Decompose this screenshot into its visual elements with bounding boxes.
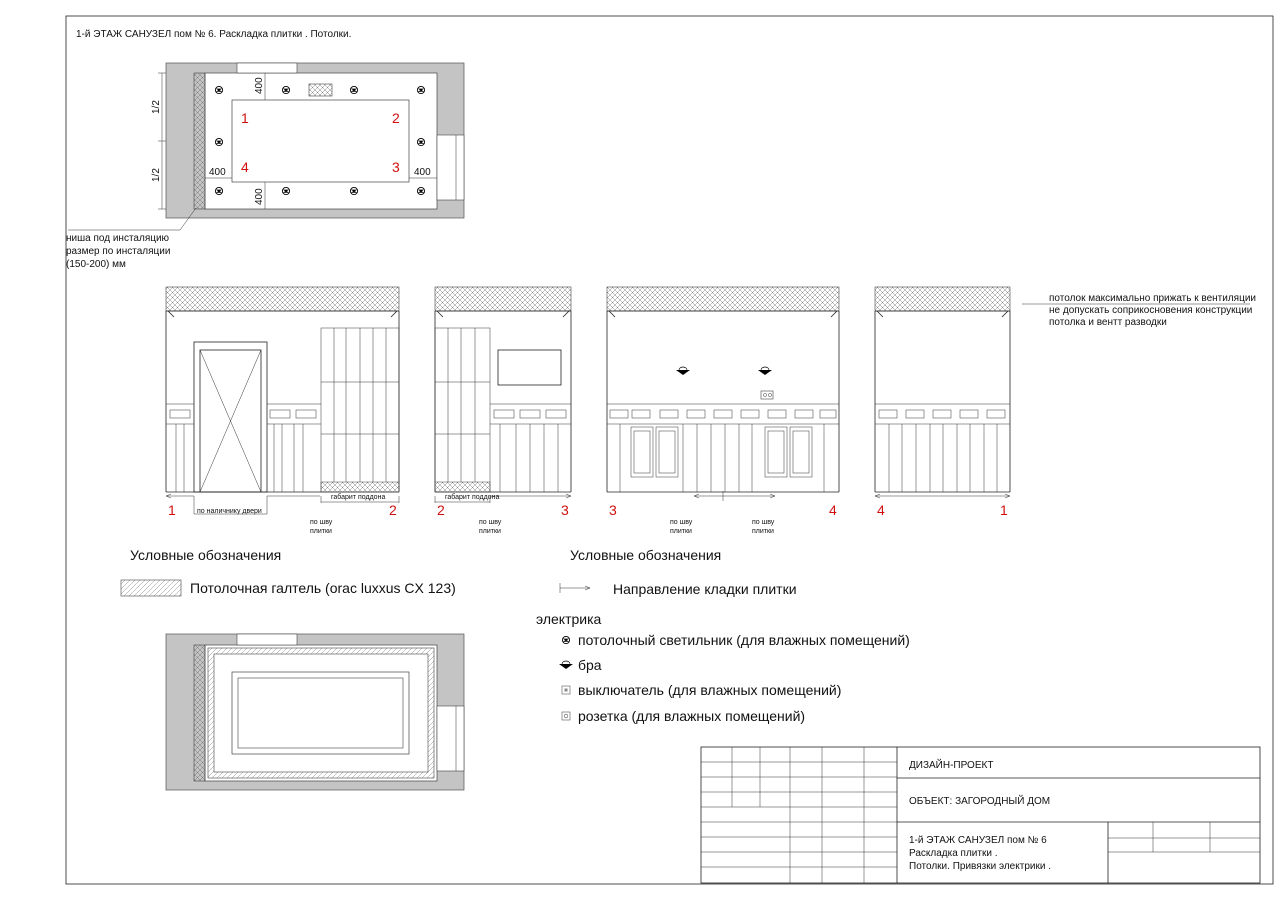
niche-note-line-2: размер по инсталяции <box>66 246 171 257</box>
legend-left-heading: Условные обозначения <box>130 547 282 563</box>
e12-left-num: 1 <box>168 502 176 518</box>
legend-item-ceiling-light: потолочный светильник (для влажных помещений) <box>578 632 910 648</box>
tb-project: ДИЗАЙН-ПРОЕКТ <box>909 760 994 771</box>
ceiling-light-icon <box>417 138 424 145</box>
switch-socket-block <box>761 391 773 399</box>
e23-tray-label: габарит поддона <box>445 494 500 501</box>
legend-item-switch: выключатель (для влажных помещений) <box>578 682 842 698</box>
ceiling-light-icon <box>350 86 357 93</box>
ceiling-light-icon <box>562 636 569 643</box>
e41-left-num: 4 <box>877 502 885 518</box>
e12-seam-label-1: по шву <box>310 519 333 526</box>
elevation-1-2 <box>166 287 399 535</box>
ceiling-plan <box>66 63 464 270</box>
legend-item-socket: розетка (для влажных помещений) <box>578 708 806 724</box>
corner-2: 2 <box>392 110 400 126</box>
legend-electric-heading: электрика <box>536 611 602 627</box>
vent-grille <box>309 84 332 96</box>
legend-item-sconce: бра <box>578 657 602 673</box>
tb-desc-2: Раскладка плитки . <box>909 848 998 859</box>
cornice-swatch <box>121 580 181 596</box>
e23-seam-label-1: по шву <box>479 519 502 526</box>
corner-3: 3 <box>392 159 400 175</box>
dim-top: 400 <box>254 77 265 94</box>
e12-right-num: 2 <box>389 502 397 518</box>
ceiling-plan-lower <box>166 634 464 790</box>
dim-half-top: 1/2 <box>151 100 162 114</box>
e23-seam-label-2: плитки <box>479 528 501 535</box>
tb-desc-3: Потолки. Привязки электрики . <box>909 861 1051 872</box>
e34-left-num: 3 <box>609 502 617 518</box>
sconce-icon <box>559 661 573 669</box>
niche-note-line-1: ниша под инсталяцию <box>66 233 170 244</box>
title-block <box>701 747 1260 883</box>
legend-left <box>121 547 456 596</box>
dim-left: 400 <box>209 167 226 178</box>
e34-seam-b-1: по шву <box>752 519 775 526</box>
e12-seam-label-2: плитки <box>310 528 332 535</box>
e34-seam-a-2: плитки <box>670 528 692 535</box>
ceiling-note-line-1: потолок максимально прижать к вентиляции <box>1049 293 1256 304</box>
ceiling-light-icon <box>215 138 222 145</box>
ceiling-light-icon <box>417 187 424 194</box>
ceiling-light-icon <box>282 187 289 194</box>
tb-object: ОБЪЕКТ: ЗАГОРОДНЫЙ ДОМ <box>909 796 1051 807</box>
elevation-3-4 <box>607 287 839 535</box>
e41-right-num: 1 <box>1000 502 1008 518</box>
ceiling-light-icon <box>417 86 424 93</box>
legend-tile-direction: Направление кладки плитки <box>613 581 797 597</box>
dim-half-bottom: 1/2 <box>151 168 162 182</box>
switch-icon <box>562 686 570 694</box>
tb-desc-1: 1-й ЭТАЖ САНУЗЕЛ пом № 6 <box>909 835 1047 846</box>
door-opening <box>237 63 297 73</box>
dim-right: 400 <box>414 167 431 178</box>
dim-bottom: 400 <box>254 188 265 205</box>
ceiling-light-icon <box>215 86 222 93</box>
e23-right-num: 3 <box>561 502 569 518</box>
ceiling-light-icon <box>350 187 357 194</box>
window-opening <box>437 135 464 200</box>
e12-door-label: по наличнику двери <box>197 508 262 515</box>
niche-note-line-3: (150-200) мм <box>66 259 126 270</box>
ceiling-note-line-3: потолка и вентт разводки <box>1049 317 1167 328</box>
legend-cornice-label: Потолочная галтель (orac luxxus CX 123) <box>190 580 456 596</box>
legend-right <box>536 547 910 724</box>
tile-direction-icon <box>560 583 590 593</box>
legend-right-heading: Условные обозначения <box>570 547 722 563</box>
elevation-4-1 <box>875 287 1010 518</box>
socket-icon <box>562 712 570 720</box>
elevation-2-3 <box>435 287 571 535</box>
e34-seam-b-2: плитки <box>752 528 774 535</box>
e34-right-num: 4 <box>829 502 837 518</box>
e12-tray-label: габарит поддона <box>331 494 386 501</box>
ceiling-note <box>1022 293 1256 328</box>
sconce-icon <box>676 367 690 375</box>
corner-1: 1 <box>241 110 249 126</box>
ceiling-light-icon <box>282 86 289 93</box>
ceiling-note-line-2: не допускать соприкосновения конструкции <box>1049 305 1253 316</box>
sheet-title: 1-й ЭТАЖ САНУЗЕЛ пом № 6. Раскладка плитки . Потолки. <box>76 29 352 40</box>
e23-left-num: 2 <box>437 502 445 518</box>
ceiling-inner-rect <box>232 100 409 182</box>
e34-seam-a-1: по шву <box>670 519 693 526</box>
ceiling-light-icon <box>215 187 222 194</box>
sconce-icon <box>758 367 772 375</box>
installation-niche <box>194 73 205 209</box>
corner-4: 4 <box>241 159 249 175</box>
